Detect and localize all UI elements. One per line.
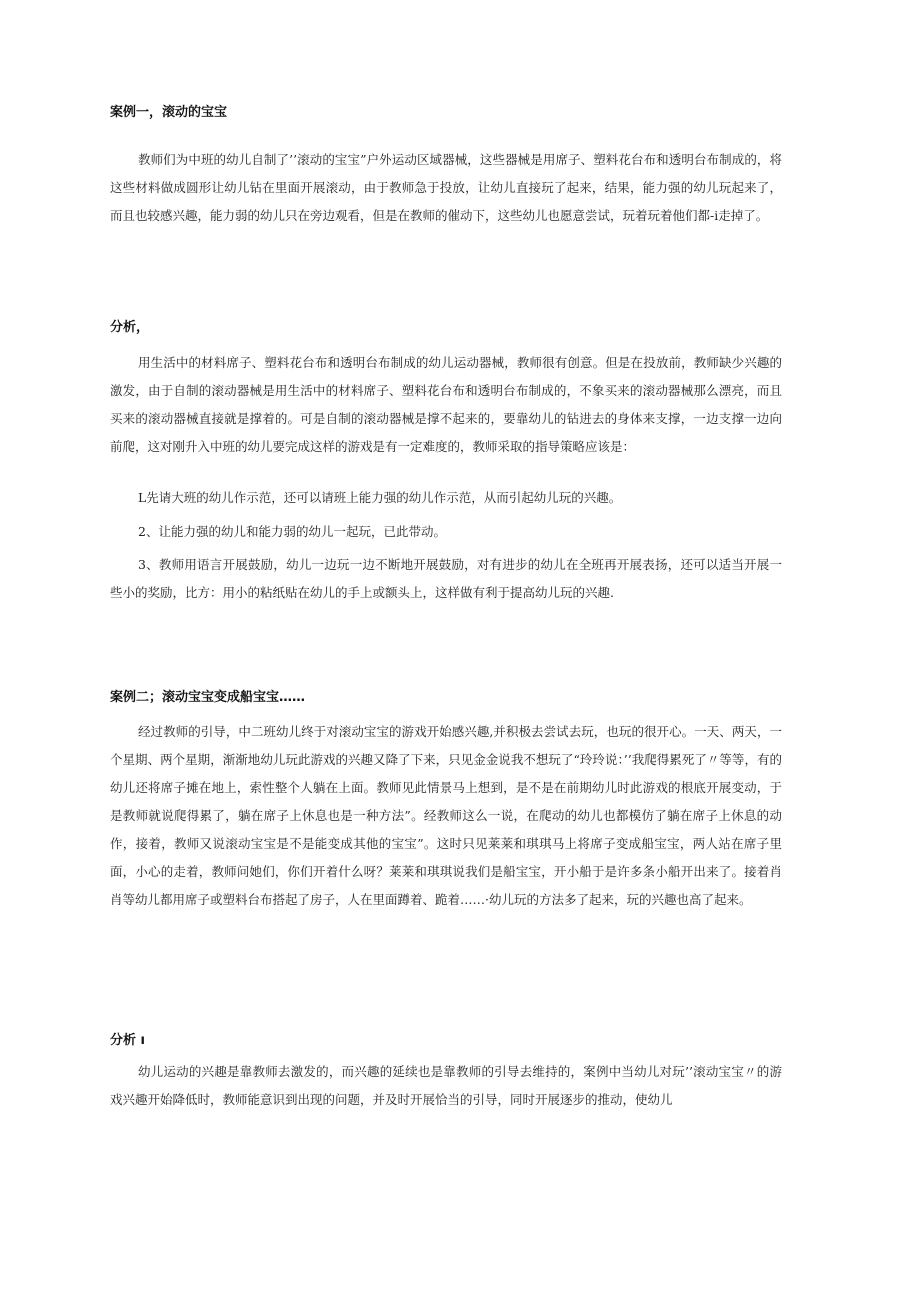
analysis2-heading: 分析 ı <box>110 1033 145 1048</box>
case2-body: 经过教师的引导，中二班幼儿终于对滚动宝宝的游戏开始感兴趣,并积极去尝试去玩，也玩的很开心。一天、两天，一个星期、两个星期，渐渐地幼儿玩此游戏的兴趣又降了下来，只见金金说我不想玩了“玲玲说：’’我爬得累死了〃等等，有的幼儿还将席子摊在地上，索性整个人躺在上面。教师见此情景马上想到，是不是在前期幼儿时此游戏的根底开展变动，于是教师就说爬得累了，躺在席子上休息也是一种方法”。经教师这么一说，在爬动的幼儿也都模仿了躺在席子上休息的动作，接着，教师又说滚动宝宝是不是能变成其他的宝宝”。这时只见莱莱和琪琪马上将席子变成船宝宝，两人站在席子里面，小心的走着，教师问她们，你们开着什么呀？莱莱和琪琪说我们是船宝宝，开小船于是许多条小船开出来了。接着肖肖等幼儿都用席子或塑料台布搭起了房子，人在里面蹲着、跪着……·幼儿玩的方法多了起来，玩的兴趣也高了起来。 <box>110 724 782 907</box>
case1-body: 教师们为中班的幼儿自制了’’滚动的宝宝”户外运动区域器械，这些器械是用席子、塑料花台布和透明台布制成的，将这些材料做成圆形让幼儿钻在里面开展滚动，由于教师急于投放，让幼儿直接玩了起来，结果，能力强的幼儿玩起来了，而且也较感兴趣，能力弱的幼儿只在旁边观看，但是在教师的催动下，这些幼儿也愿意尝试，玩着玩着他们都-i走掉了。 <box>110 152 782 223</box>
analysis1-item-2: 2、让能力强的幼儿和能力弱的幼儿一起玩，已此带动。 <box>138 524 446 539</box>
analysis1-item-1: L先请大班的幼儿作示范，还可以请班上能力强的幼儿作示范，从而引起幼儿玩的兴趣。 <box>138 490 622 505</box>
analysis1-item-3: 3、教师用语言开展鼓励，幼儿一边玩一边不断地开展鼓励，对有进步的幼儿在全班再开展表扬，还可以适当开展一些小的奖励，比方：用小的粘纸贴在幼儿的手上或额头上，这样做有利于提高幼儿玩的兴趣. <box>110 557 782 600</box>
analysis2-body: 幼儿运动的兴趣是靠教师去激发的，而兴趣的延续也是靠教师的引导去维持的，案例中当幼儿对玩’’滚动宝宝〃的游戏兴趣开始降低时，教师能意识到出现的问题，并及时开展恰当的引导，同时开展逐步的推动，使幼儿 <box>110 1064 782 1107</box>
analysis1-body: 用生活中的材料席子、塑料花台布和透明台布制成的幼儿运动器械，教师很有创意。但是在投放前，教师缺少兴趣的激发，由于自制的滚动器械是用生活中的材料席子、塑料花台布和透明台布制成的，不象买来的滚动器械那么漂亮，而且买来的滚动器械直接就是撑着的。可是自制的滚动器械是撑不起来的，要靠幼儿的钻进去的身体来支撑，一边支撑一边向前爬，这对刚升入中班的幼儿要完成这样的游戏是有一定难度的，教师采取的指导策略应该是： <box>110 355 782 454</box>
analysis1-heading: 分析， <box>110 320 150 335</box>
case2-heading: 案例二；滚动宝宝变成船宝宝…… <box>110 690 306 705</box>
case1-heading: 案例一，滚动的宝宝 <box>110 105 228 120</box>
